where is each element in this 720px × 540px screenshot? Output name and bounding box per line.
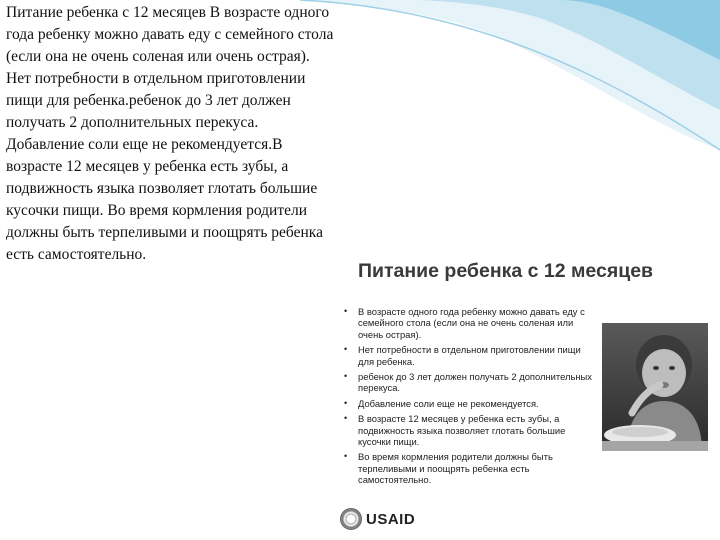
bullet-icon: • xyxy=(344,451,348,462)
child-eating-photo xyxy=(602,323,708,451)
usaid-logo xyxy=(340,508,415,530)
list-item: • В возрасте 12 месяцев у ребенка есть зубы, а подвижность языка позволяет глотать большие кусочки пищи. xyxy=(344,413,566,448)
bullet-icon: • xyxy=(344,344,348,355)
bullet-icon: • xyxy=(344,306,348,316)
bullet-icon: • xyxy=(344,413,348,424)
list-item: • В возрасте одного года ребенку можно давать еду с семейного стола (если она не очень соленая или очень острая). xyxy=(344,306,585,340)
bullet-icon: • xyxy=(344,371,348,382)
slide-title: Питание ребенка с 12 месяцев xyxy=(358,260,654,282)
bullet-icon: • xyxy=(344,397,348,408)
body-paragraph: Питание ребенка с 12 месяцев В возрасте одного года ребенку можно давать еду с семейного стола (если она не очень соленая или очень острая). Нет потребности в отдельном приготовлении пищи для ребенка.ребенок до 3 лет должен получать 2 дополнительных перекуса. Добавление соли еще не рекомендуется.В возрасте 12 месяцев у ребенка есть зубы, а подвижность языка позволяет глотать большие кусочки пищи. Во время кормления родители должны быть терпеливыми и поощрять ребенка есть самостоятельно. xyxy=(6,4,334,263)
list-item: • Во время кормления родители должны быть терпеливыми и поощрять ребенка есть самостоятельно. xyxy=(344,451,553,486)
usaid-seal-icon xyxy=(340,508,362,530)
slide-bullet-list xyxy=(344,306,599,490)
list-item: • Нет потребности в отдельном приготовлении пищи для ребенка. xyxy=(344,344,581,367)
slide-image xyxy=(340,240,710,540)
logo-text: USAID xyxy=(366,510,416,528)
list-item: • Добавление соли еще не рекомендуется. xyxy=(344,397,539,409)
list-item: • ребенок до 3 лет должен получать 2 дополнительных перекуса. xyxy=(344,371,592,394)
